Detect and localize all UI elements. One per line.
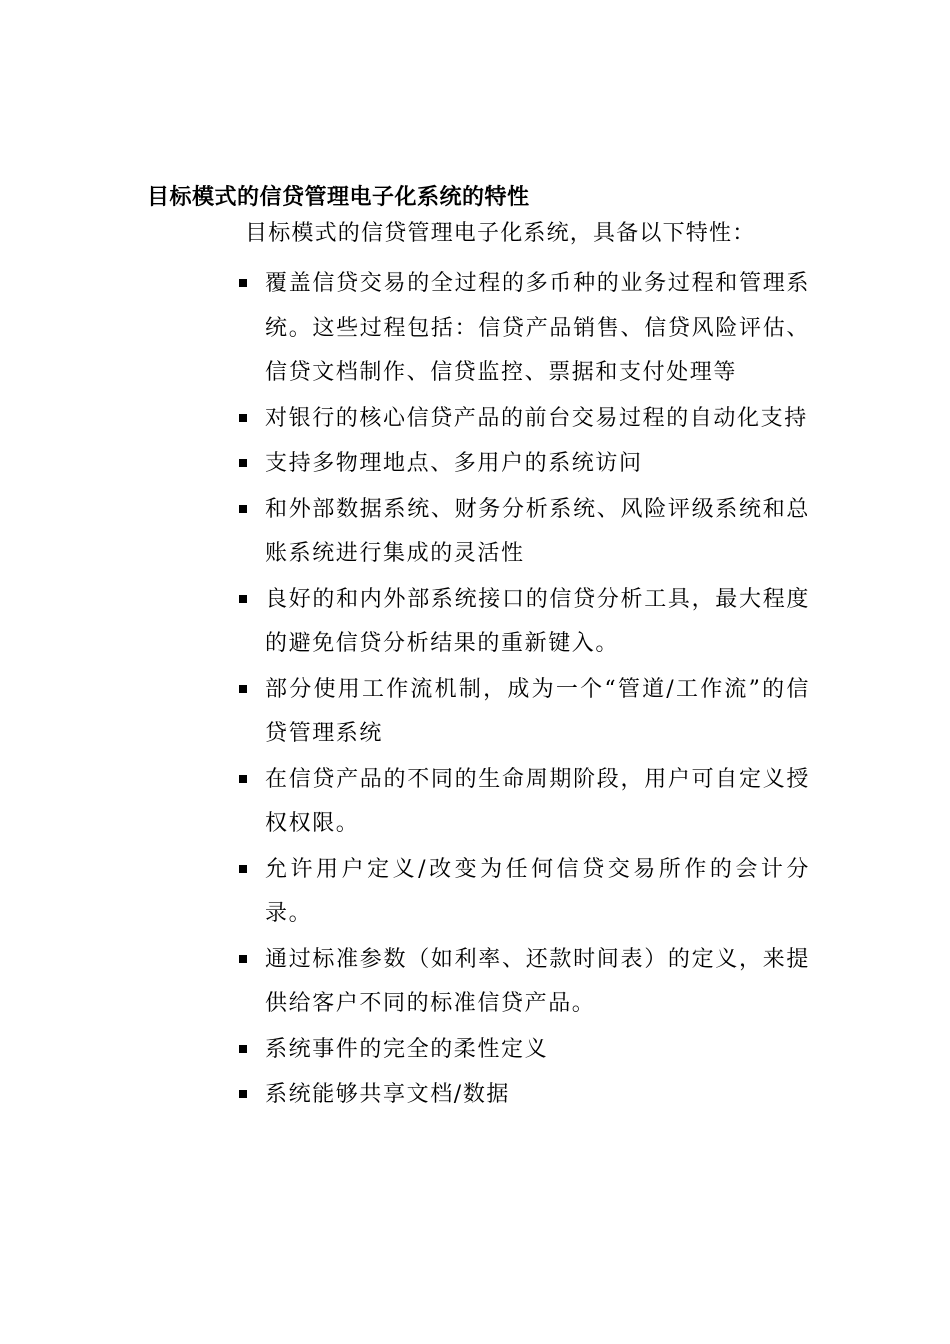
square-bullet-icon bbox=[239, 955, 247, 963]
list-item-text: 和外部数据系统、财务分析系统、风险评级系统和总账系统进行集成的灵活性 bbox=[265, 496, 810, 566]
list-item-text: 对银行的核心信贷产品的前台交易过程的自动化支持 bbox=[265, 405, 808, 431]
list-item bbox=[235, 1073, 810, 1118]
square-bullet-icon bbox=[239, 279, 247, 287]
list-item bbox=[235, 397, 810, 442]
intro-paragraph: 目标模式的信贷管理电子化系统，具备以下特性： bbox=[245, 221, 756, 246]
feature-list bbox=[235, 262, 810, 1119]
list-item-text: 覆盖信贷交易的全过程的多币种的业务过程和管理系统。这些过程包括：信贷产品销售、信贷风险评估、信贷文档制作、信贷监控、票据和支付处理等 bbox=[265, 271, 810, 385]
square-bullet-icon bbox=[239, 414, 247, 422]
list-item-text: 通过标准参数（如利率、还款时间表）的定义，来提供给客户不同的标准信贷产品。 bbox=[265, 946, 810, 1016]
square-bullet-icon bbox=[239, 595, 247, 603]
square-bullet-icon bbox=[239, 1090, 247, 1098]
list-item bbox=[235, 442, 810, 487]
list-item bbox=[235, 1028, 810, 1073]
list-item bbox=[235, 848, 810, 937]
list-item bbox=[235, 262, 810, 396]
list-item-text: 系统能够共享文档/数据 bbox=[265, 1082, 511, 1107]
list-item bbox=[235, 668, 810, 757]
list-item-text: 支持多物理地点、多用户的系统访问 bbox=[265, 451, 643, 476]
list-item-text: 在信贷产品的不同的生命周期阶段，用户可自定义授权权限。 bbox=[265, 766, 810, 836]
list-item bbox=[235, 938, 810, 1027]
list-item-text: 允许用户定义/改变为任何信贷交易所作的会计分录。 bbox=[265, 856, 810, 926]
list-item bbox=[235, 758, 810, 847]
square-bullet-icon bbox=[239, 505, 247, 513]
square-bullet-icon bbox=[239, 775, 247, 783]
list-item bbox=[235, 578, 810, 667]
list-item-text: 部分使用工作流机制，成为一个“管道/工作流”的信贷管理系统 bbox=[265, 676, 810, 746]
square-bullet-icon bbox=[239, 459, 247, 467]
square-bullet-icon bbox=[239, 865, 247, 873]
section-heading: 目标模式的信贷管理电子化系统的特性 bbox=[147, 185, 530, 210]
square-bullet-icon bbox=[239, 685, 247, 693]
list-item-text: 良好的和内外部系统接口的信贷分析工具，最大程度的避免信贷分析结果的重新键入。 bbox=[265, 586, 810, 656]
list-item-text: 系统事件的完全的柔性定义 bbox=[265, 1036, 549, 1062]
list-item bbox=[235, 488, 810, 577]
square-bullet-icon bbox=[239, 1045, 247, 1053]
